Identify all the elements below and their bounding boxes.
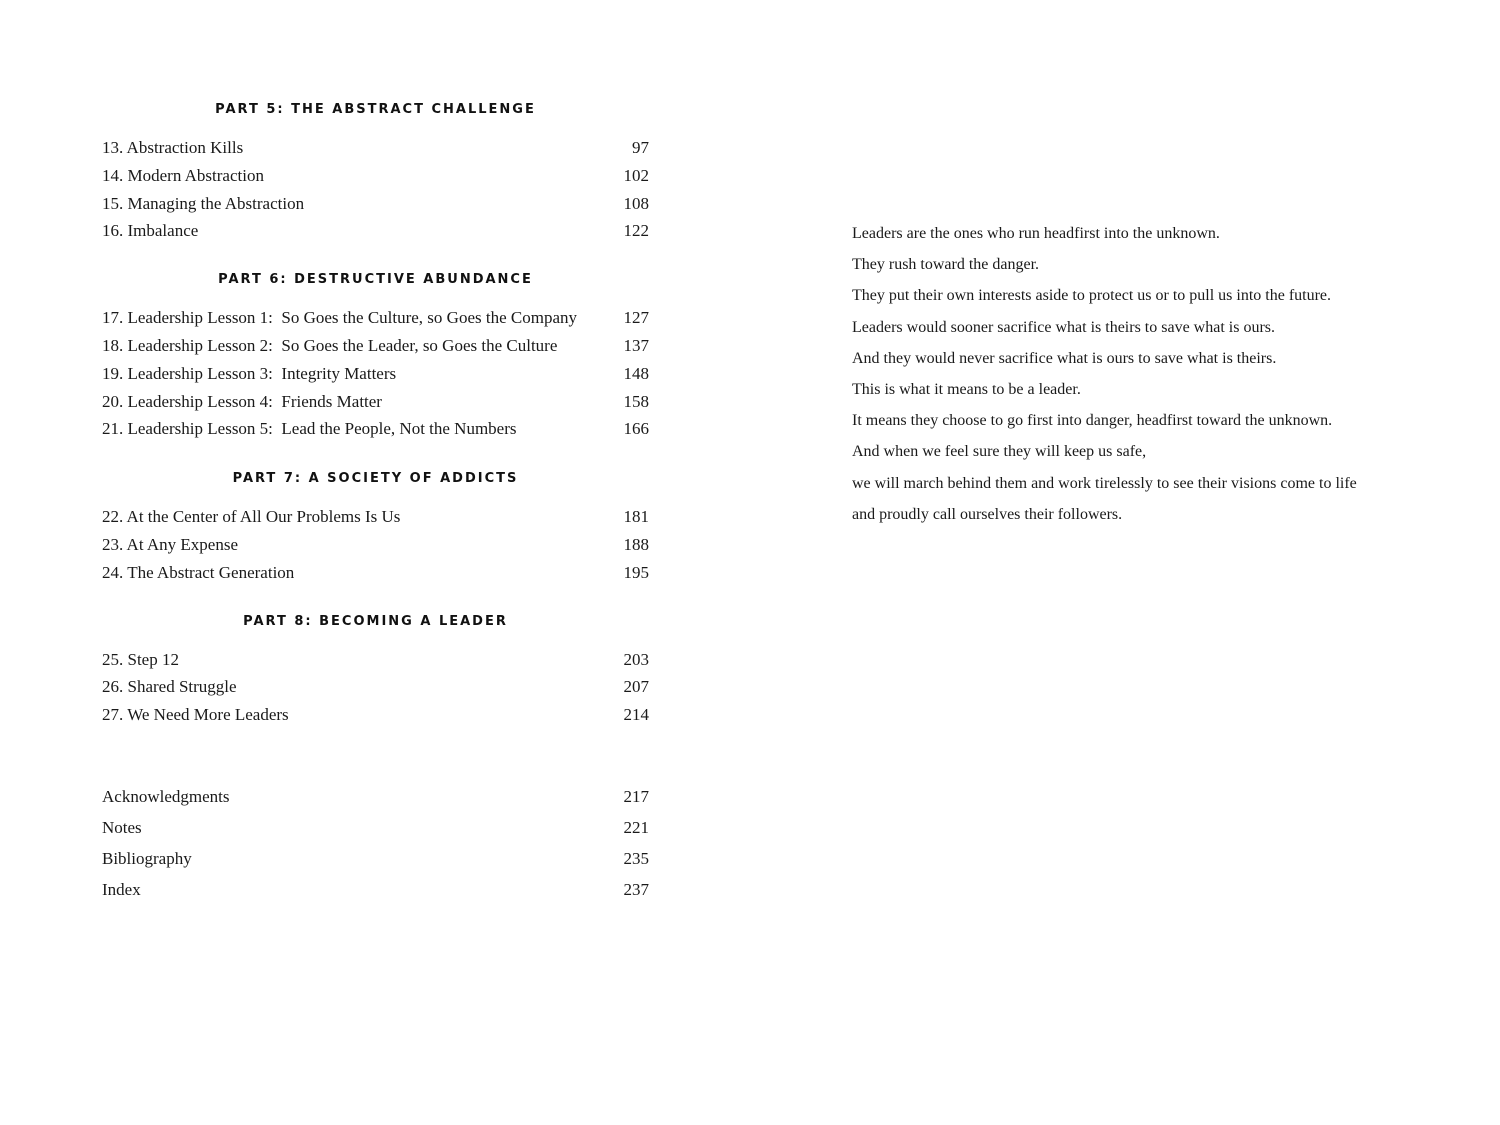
toc-entry-page: 235 — [623, 848, 649, 868]
toc-entry-page: 217 — [623, 786, 649, 806]
toc-entry-page: 221 — [623, 817, 649, 837]
epigraph-line: Leaders are the ones who run headfirst into the unknown. — [852, 225, 1220, 242]
toc-entry[interactable] — [102, 559, 649, 587]
toc-entry-title: Index — [102, 879, 141, 899]
epigraph — [852, 218, 1452, 530]
toc-entry-page: 237 — [623, 879, 649, 899]
toc-entry-title: 24. The Abstract Generation — [102, 562, 295, 582]
toc-entry-title: 21. Leadership Lesson 5: Lead the People, Not the Numbers — [102, 419, 517, 439]
table-of-contents — [102, 98, 649, 905]
toc-entry-notes[interactable] — [102, 812, 649, 843]
toc-entry-title: 23. At Any Expense — [102, 534, 238, 554]
epigraph-line: It means they choose to go first into danger, headfirst toward the unknown. — [852, 412, 1333, 430]
part-heading: PART 5: THE ABSTRACT CHALLENGE — [215, 102, 536, 117]
toc-entry[interactable] — [102, 531, 649, 559]
toc-list — [102, 503, 649, 586]
toc-entry-title: 16. Imbalance — [102, 221, 199, 241]
toc-entry[interactable] — [102, 415, 649, 443]
toc-entry-page: 97 — [632, 138, 649, 157]
toc-entry-title: 26. Shared Struggle — [102, 677, 237, 697]
toc-entry-title: Notes — [102, 817, 142, 837]
toc-list — [102, 304, 649, 443]
toc-entry-title: Bibliography — [102, 848, 192, 868]
toc-entry-title: 14. Modern Abstraction — [102, 165, 264, 185]
toc-entry-page: 203 — [623, 649, 649, 669]
toc-entry-page: 195 — [623, 562, 649, 582]
toc-part-8 — [102, 610, 649, 729]
toc-entry-index[interactable] — [102, 874, 649, 905]
toc-entry[interactable] — [102, 304, 649, 332]
toc-entry[interactable] — [102, 673, 649, 701]
toc-part-5 — [102, 98, 649, 245]
toc-entry-title: 15. Managing the Abstraction — [102, 193, 305, 213]
epigraph-line: Leaders would sooner sacrifice what is theirs to save what is ours. — [852, 318, 1275, 336]
toc-entry-bibliography[interactable] — [102, 843, 649, 874]
toc-entry-page: 148 — [623, 363, 649, 383]
epigraph-line: They rush toward the danger. — [852, 256, 1040, 274]
toc-entry[interactable] — [102, 134, 649, 162]
toc-entry-title: 17. Leadership Lesson 1: So Goes the Culture, so Goes the Company — [102, 308, 577, 328]
toc-entry-title: 19. Leadership Lesson 3: Integrity Matters — [102, 363, 397, 383]
toc-entry-page: 122 — [623, 221, 649, 241]
toc-list — [102, 646, 649, 729]
toc-entry[interactable] — [102, 162, 649, 190]
epigraph-line: This is what it means to be a leader. — [852, 380, 1081, 398]
toc-entry-title: 25. Step 12 — [102, 649, 179, 669]
toc-entry[interactable] — [102, 332, 649, 360]
toc-entry[interactable] — [102, 503, 649, 531]
epigraph-line: And they would never sacrifice what is ours to save what is theirs. — [852, 349, 1277, 367]
toc-entry-title: 18. Leadership Lesson 2: So Goes the Leader, so Goes the Culture — [102, 335, 558, 355]
toc-entry-page: 108 — [623, 193, 649, 213]
toc-entry-page: 158 — [623, 391, 649, 411]
toc-list — [102, 134, 649, 245]
toc-entry-acknowledgments[interactable] — [102, 781, 649, 812]
toc-entry-page: 102 — [623, 165, 649, 185]
toc-entry[interactable] — [102, 360, 649, 388]
toc-back-matter — [102, 781, 649, 905]
part-heading: PART 6: DESTRUCTIVE ABUNDANCE — [218, 272, 533, 288]
toc-entry-page: 127 — [623, 308, 649, 328]
toc-entry-title: 27. We Need More Leaders — [102, 705, 289, 725]
toc-entry[interactable] — [102, 646, 649, 674]
toc-entry[interactable] — [102, 217, 649, 245]
epigraph-line: we will march behind them and work tirelessly to see their visions come to life — [852, 474, 1357, 492]
toc-entry-page: 166 — [623, 419, 649, 439]
epigraph-line: and proudly call ourselves their followers. — [852, 505, 1123, 523]
toc-entry-page: 207 — [623, 677, 649, 697]
epigraph-line: And when we feel sure they will keep us safe, — [852, 443, 1147, 461]
toc-part-6 — [102, 268, 649, 443]
toc-entry-title: 13. Abstraction Kills — [102, 138, 244, 157]
toc-part-7 — [102, 467, 649, 586]
part-heading: PART 7: A SOCIETY OF ADDICTS — [232, 471, 519, 487]
toc-entry-page: 181 — [623, 507, 649, 527]
toc-entry[interactable] — [102, 190, 649, 218]
part-heading: PART 8: BECOMING A LEADER — [243, 613, 508, 629]
toc-entry-title: 20. Leadership Lesson 4: Friends Matter — [102, 391, 382, 411]
toc-entry[interactable] — [102, 701, 649, 729]
toc-entry-title: Acknowledgments — [102, 786, 230, 806]
epigraph-line: They put their own interests aside to protect us or to pull us into the future. — [852, 287, 1332, 305]
toc-entry-page: 214 — [623, 705, 649, 725]
toc-entry[interactable] — [102, 388, 649, 416]
toc-entry-page: 137 — [623, 335, 649, 355]
toc-entry-page: 188 — [623, 534, 649, 554]
toc-entry-title: 22. At the Center of All Our Problems Is Us — [102, 507, 401, 527]
